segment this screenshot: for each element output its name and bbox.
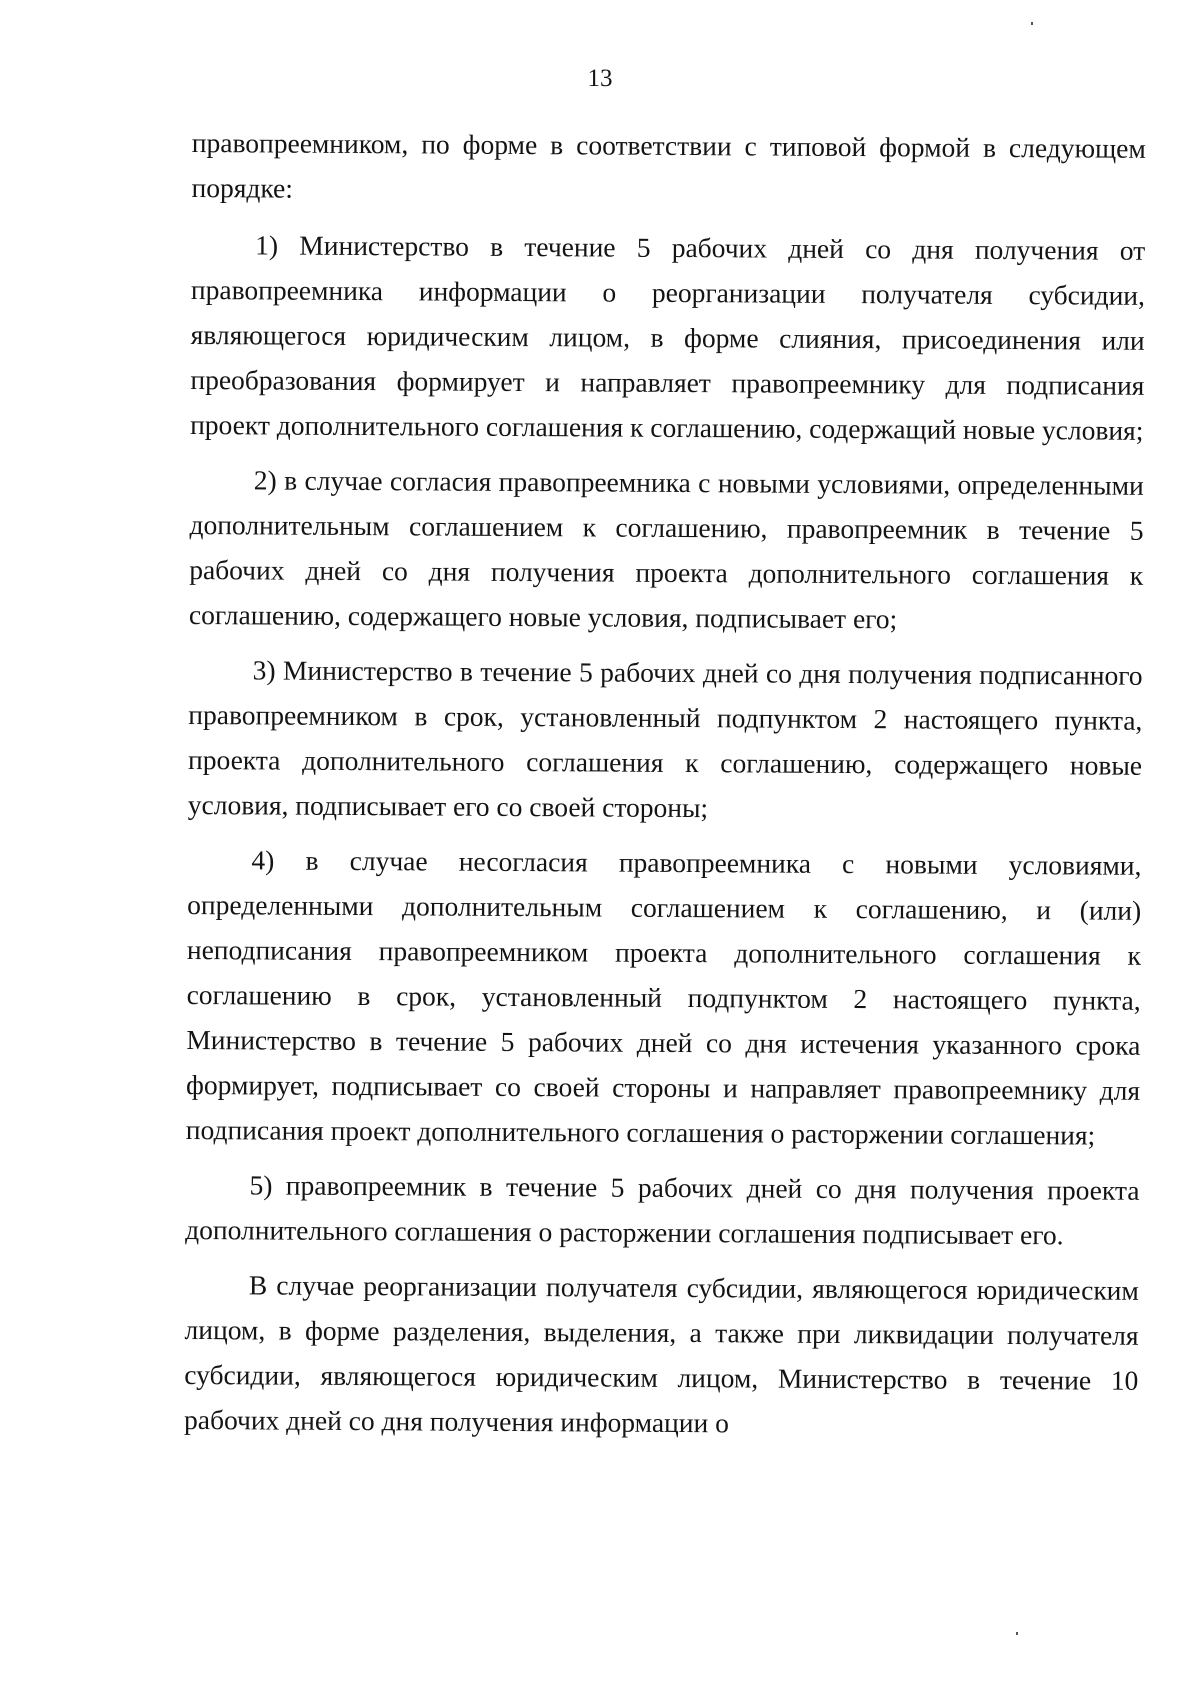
list-item-5: 5) правопреемник в течение 5 рабочих дней со дня получения проекта дополнительного соглашения о расторжении соглашения подписывает его. <box>185 1169 1140 1251</box>
scan-speck <box>1031 22 1033 25</box>
page-number: 13 <box>587 65 613 92</box>
list-item-2: 2) в случае согласия правопреемника с новыми условиями, определенными дополнительным соглашением к соглашению, правопреемник в течение 5 рабочих дней со дня получения проекта дополнительного соглашения к соглашению, содержащего новые условия, подписывает его; <box>188 464 1144 635</box>
list-item-3: 3) Министерство в течение 5 рабочих дней со дня получения подписанного правопреемником в срок, установленный подпунктом 2 настоящего пункта, проекта дополнительного соглашения к соглашению, содержащего новые условия, подписывает его со своей стороны; <box>187 654 1143 824</box>
paragraph-closing: В случае реорганизации получателя субсидии, являющегося юридическим лицом, в форме разделения, выделения, а также при ликвидации получателя субсидии, являющегося юридическим лицом, Министерство в течение 10 рабочих дней со дня получения информации о <box>183 1269 1139 1439</box>
list-item-4: 4) в случае несогласия правопреемника с новыми условиями, определенными дополнительным соглашением к соглашению, и (или) неподписания правопреемником проекта дополнительного соглашения к соглашению в срок, установленный подпунктом 2 настоящего пункта, Министерство в течение 5 рабочих дней со дня истечения указанного срока формирует, подписывает со своей стороны и направляет правопреемнику для подписания проект дополнительного соглашения о расторжении соглашения; <box>185 844 1142 1151</box>
document-body <box>184 120 1146 1458</box>
list-item-1: 1) Министерство в течение 5 рабочих дней со дня получения от правопреемника информации о реорганизации получателя субсидии, являющегося юридическим лицом, в форме слияния, присоединения или преобразования формирует и направляет правопреемнику для подписания проект дополнительного соглашения к соглашению, содержащий новые условия; <box>190 229 1146 446</box>
scan-speck <box>1016 1632 1018 1635</box>
paragraph-continuation: правопреемником, по форме в соответствии с типовой формой в следующем порядке: <box>191 126 1146 204</box>
